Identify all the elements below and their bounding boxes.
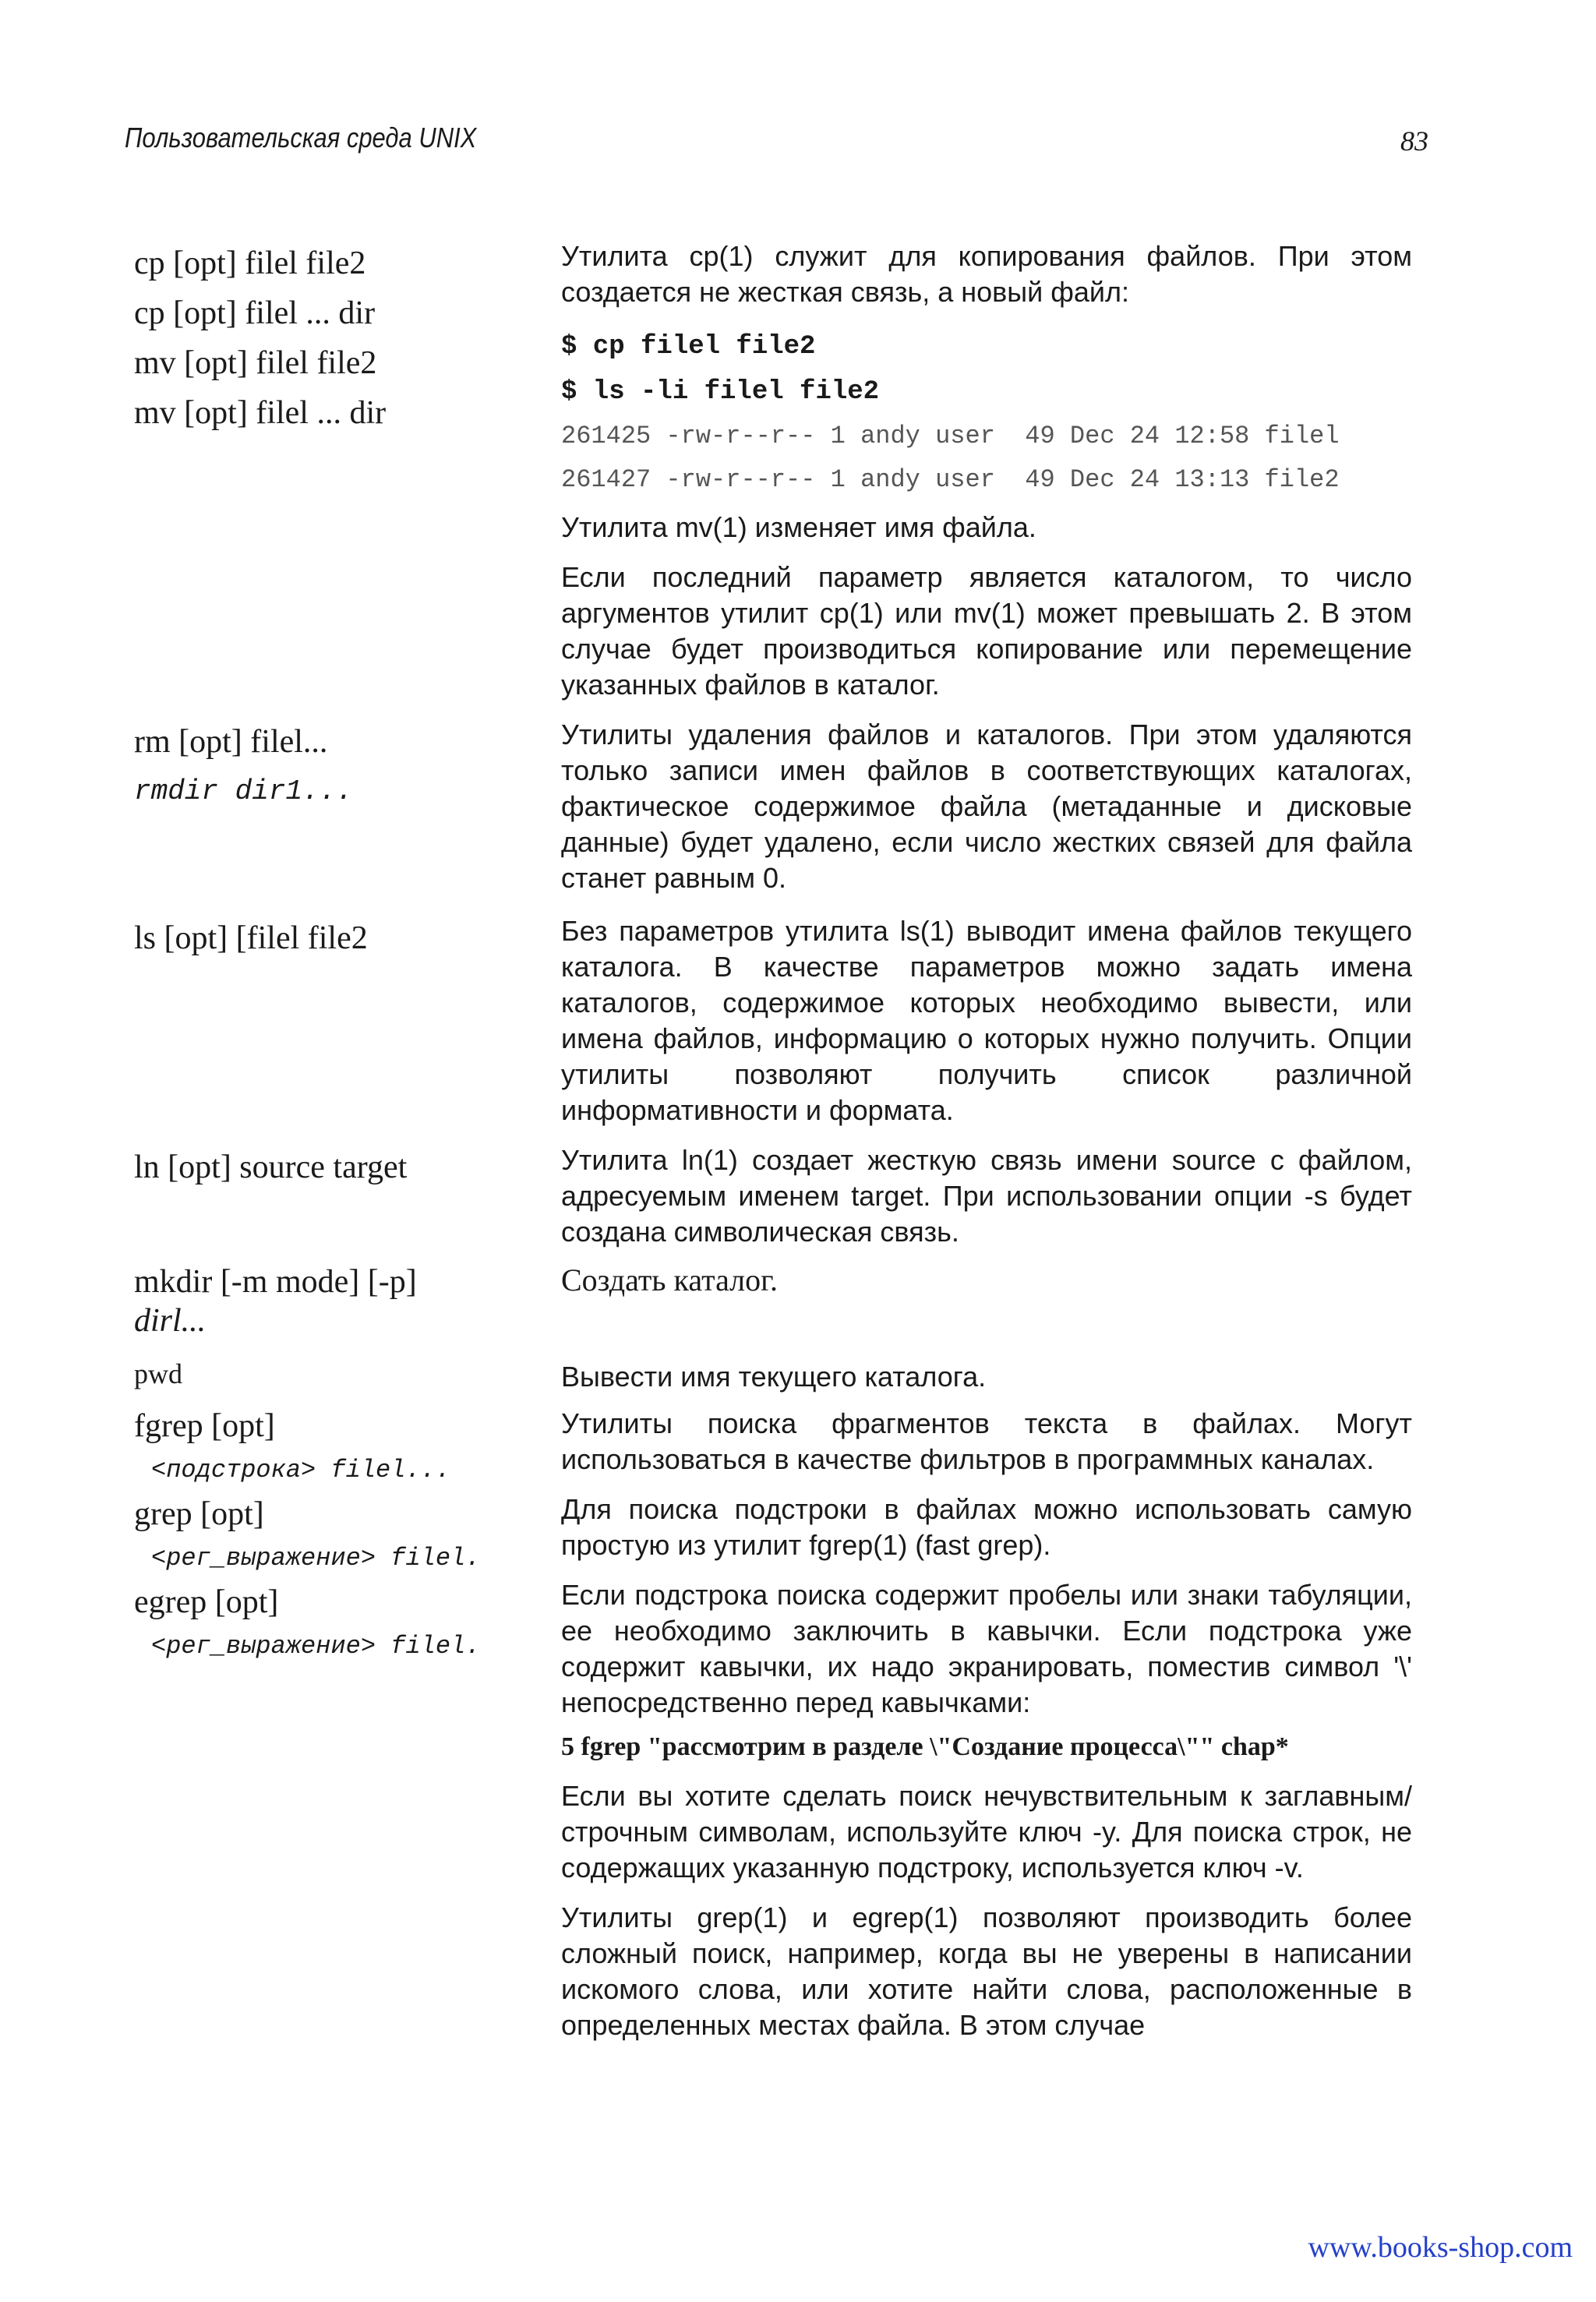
syntax-column [134, 1262, 547, 1340]
paragraph: Если вы хотите сделать поиск нечувствительным к заглавным/строчным символам, используйте ключ -y. Для поиска строк, не содержащих указанную подстроку, используется ключ -v. [561, 1780, 1412, 1884]
paragraph: Утилиты удаления файлов и каталогов. При этом удаляются только записи имен файлов в соответствующих каталогах, фактическое содержимое файла (метаданные и дисковые данные) будет удалено, если число жестких связей для файла станет равным 0. [561, 718, 1412, 894]
syntax-line [134, 1534, 547, 1579]
description-column [561, 1142, 1412, 1250]
syntax-line: grep [opt] [134, 1496, 264, 1532]
syntax-line: rm [opt] filel... [134, 724, 328, 760]
syntax-line: mv [opt] filel ... dir [134, 395, 387, 431]
syntax-arg: <рег_выражение> filel. [151, 1632, 481, 1661]
syntax-line: egrep [opt] [134, 1584, 279, 1620]
description-column [561, 913, 1412, 1128]
page-number: 83 [1400, 125, 1428, 157]
command-line: $ ls -li filel file2 [561, 377, 880, 407]
paragraph: Для поиска подстроки в файлах можно использовать самую простую из утилит fgrep(1) (fast grep). [561, 1493, 1412, 1561]
syntax-line: mv [opt] filel file2 [134, 345, 377, 381]
footer-link[interactable]: www.books-shop.com [1308, 2231, 1573, 2264]
paragraph: Утилита cp(1) служит для копирования файлов. При этом создается не жесткая связь, а новый файл: [561, 240, 1412, 308]
paragraph: Вывести имя текущего каталога. [561, 1361, 987, 1393]
syntax-column [134, 717, 547, 817]
paragraph: Утилиты grep(1) и egrep(1) позволяют производить более сложный поиск, например, когда вы не уверены в написании искомого слова, или хотите найти слова, расположенные в определенных местах файла. В этом случае [561, 1901, 1412, 2041]
example-command: 5 fgrep "рассмотрим в разделе \"Создание процесса\"" chap* [561, 1732, 1289, 1761]
description-column [561, 238, 1412, 703]
paragraph: Создать каталог. [561, 1262, 779, 1298]
description-column [561, 717, 1412, 896]
paragraph: Если последний параметр является каталогом, то число аргументов утилит cp(1) или mv(1) может превышать 2. В этом случае будет производиться копирование или перемещение указанных файлов в каталог. [561, 561, 1412, 701]
command-output: 261427 -rw-r--r-- 1 andy user 49 Dec 24 13:13 file2 [561, 465, 1340, 494]
syntax-line: pwd [134, 1358, 182, 1389]
syntax-line: ls [opt] [filel file2 [134, 920, 368, 956]
syntax-column [134, 1142, 547, 1192]
description-column [561, 1359, 1412, 1395]
syntax-column [134, 1406, 547, 1667]
syntax-arg: <рег_выражение> filel. [151, 1544, 481, 1573]
syntax-arg: <подстрока> filel... [151, 1456, 451, 1485]
syntax-line [134, 1622, 547, 1667]
syntax-line: rmdir dir1... [134, 775, 353, 807]
paragraph: Утилита mv(1) изменяет имя файла. [561, 511, 1036, 543]
paragraph: Если подстрока поиска содержит пробелы или знаки табуляции, ее необходимо заключить в кавычки. Если подстрока уже содержит кавычки, их надо экранировать, поместив символ '\' непосредственно перед кавычками: [561, 1579, 1412, 1718]
syntax-line: fgrep [opt] [134, 1408, 275, 1444]
syntax-line: dirl... [134, 1303, 207, 1339]
syntax-column [134, 913, 547, 963]
description-column [561, 1262, 1412, 1298]
description-column [561, 1406, 1412, 2043]
syntax-line: ln [opt] source target [134, 1149, 408, 1185]
command-output: 261425 -rw-r--r-- 1 andy user 49 Dec 24 12:58 filel [561, 422, 1340, 450]
syntax-column [134, 1354, 547, 1393]
syntax-line: cp [opt] filel ... dir [134, 295, 376, 331]
paragraph: Утилиты поиска фрагментов текста в файлах. Могут использоваться в качестве фильтров в программных каналах. [561, 1407, 1412, 1475]
syntax-line: cp [opt] filel file2 [134, 245, 366, 281]
running-header: Пользовательская среда UNIX [125, 122, 477, 154]
syntax-line [134, 1446, 547, 1491]
command-line: $ cp filel file2 [561, 332, 816, 362]
paragraph: Утилита ln(1) создает жесткую связь имени source с файлом, адресуемым именем target. При использовании опции -s будет создана символическая связь. [561, 1144, 1412, 1248]
paragraph: Без параметров утилита ls(1) выводит имена файлов текущего каталога. В качестве параметров можно задать имена каталогов, содержимое которых необходимо вывести, или имена файлов, информацию о которых нужно получить. Опции утилиты позволяют получить список различной информативности и формата. [561, 915, 1412, 1126]
syntax-column [134, 238, 547, 438]
syntax-line: mkdir [-m mode] [-p] [134, 1264, 417, 1300]
